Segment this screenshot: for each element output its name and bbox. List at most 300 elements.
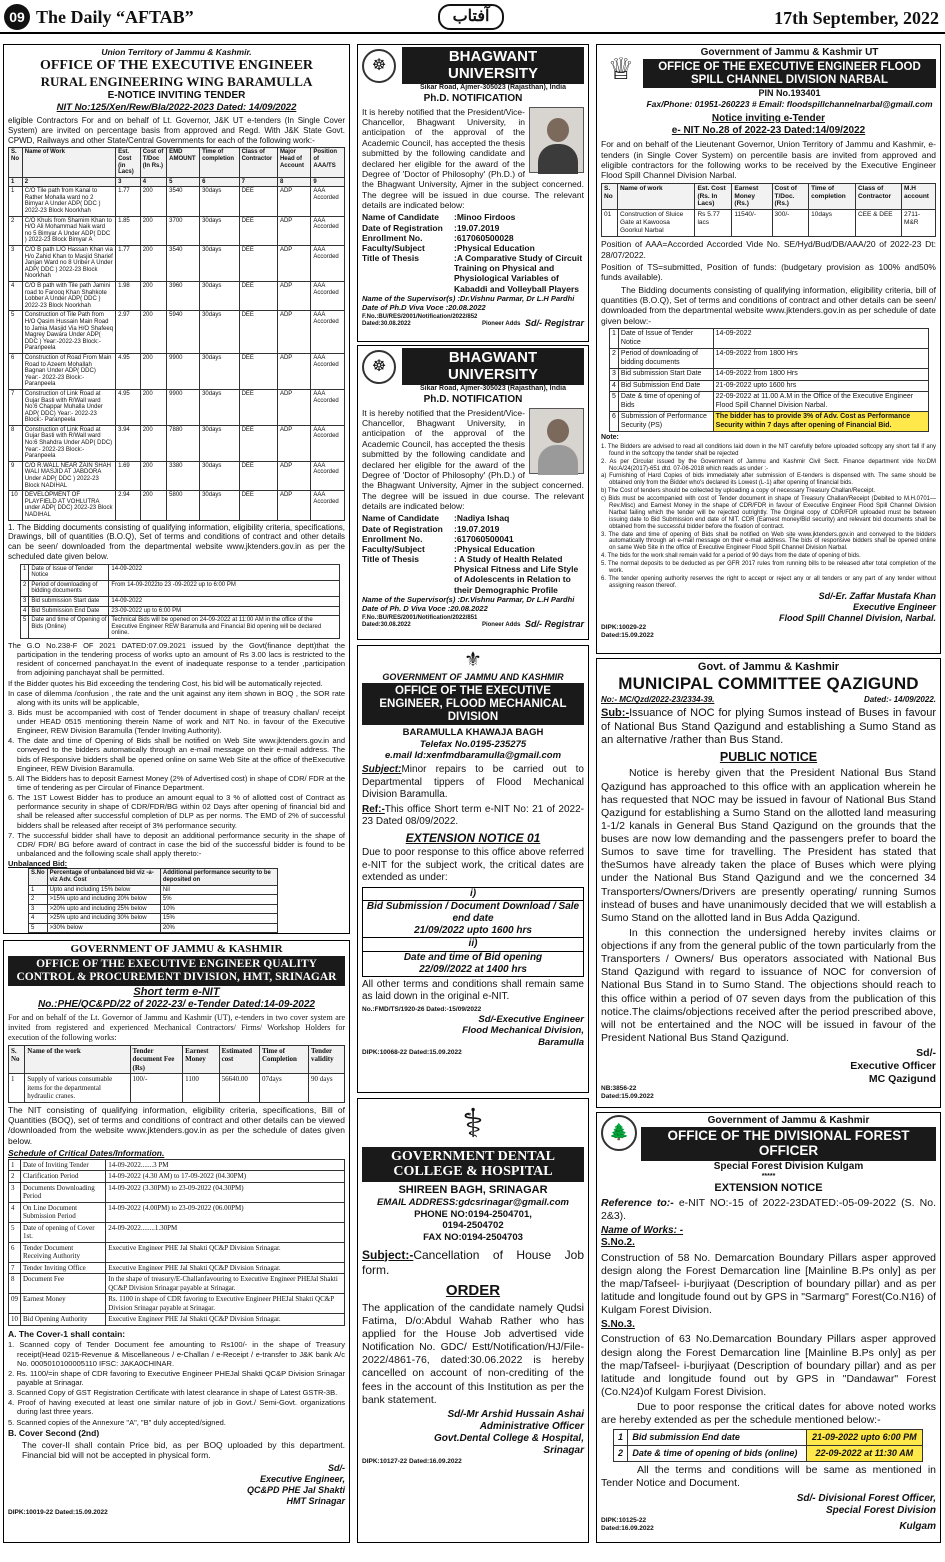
bid-opening-date: 22/09//2022 at 1400 hrs xyxy=(419,963,527,975)
table-cell: DEE xyxy=(239,389,277,425)
schedule-row xyxy=(21,580,340,596)
column-header: Name of the work xyxy=(25,1045,130,1074)
table-cell: AAA Accorded xyxy=(311,282,345,311)
detail-row xyxy=(362,524,584,534)
note-item: 3. The date and time of opening of Bids shall be notified on Web site www.jktenders.gov.in and conveyed to the bidders automatically through an e-mail message on their e-mail address. The bids of responsive bidders shall be opened online on same Web Site in the office of Executive Engineer Flood Spill Channel Division Narbal. xyxy=(601,531,936,552)
schedule-cell: 14-09-2022 from 1800 Hrs xyxy=(713,349,928,369)
schedule-cell: Bid Opening Authority xyxy=(21,1314,106,1326)
bullet-item: If the Bidder quotes his Bid exceeding the tendering Cost, his bid will be automatically rejected. xyxy=(8,678,323,688)
subject-label: Subject:- xyxy=(362,1247,414,1262)
agency: Pioneer Adds xyxy=(481,622,521,629)
note-item: 4. The bids for the work shall remain valid for a period of 90 days from the date of opening of bids. xyxy=(601,553,861,560)
table-cell: ADP xyxy=(277,389,310,425)
schedule-row xyxy=(21,596,340,606)
table-cell: 200 xyxy=(140,282,166,311)
table-cell: 7 xyxy=(9,389,23,425)
detail-value: :19.07.2019 xyxy=(454,523,500,534)
detail-value: :19.07.2019 xyxy=(454,222,500,233)
column-header: Earnest Money xyxy=(183,1045,220,1074)
scale-cell: 3 xyxy=(29,904,48,914)
table-cell: 1.85 xyxy=(116,216,141,245)
table-cell: 200 xyxy=(140,187,166,216)
schedule-cell: 4 xyxy=(21,606,29,616)
detail-row xyxy=(362,223,584,233)
bhagwant-university-notice-1 xyxy=(357,44,589,342)
table-cell: 4 xyxy=(9,282,23,311)
schedule-cell: 14-09-2022 (4.00PM) to 23-09-2022 (06.00PM) xyxy=(106,1202,345,1222)
university-name: BHAGWANT UNIVERSITY xyxy=(402,348,584,385)
ref-text: This office Short term e-NIT No: 21 of 2022-23 Dated 08/09/2022. xyxy=(362,803,584,828)
table-cell: 2711-M&R xyxy=(902,210,936,237)
column-number: 3 xyxy=(116,177,141,187)
bullet-item: The G.O No.238-F OF 2021 DATED:07.09.2021 issued by the Govt(finance deptt)that the participation in the tendering process of works upto an amount of Rs 3.00 lacs is restricted to the resident of concerned panchayat.In the event of inadequate response to a tender ,participation from adjoining panchayat shall be permitted. xyxy=(8,640,345,678)
table-cell: 30days xyxy=(200,461,239,490)
column-header: Cost of T/Doc (In Rs.) xyxy=(140,148,166,177)
table-cell: C/O R.WALL NEAR ZAIN SHAH WALI MASJID AT JABDORA Under ADP( DDC ) 2022-23 Block NADIHAL xyxy=(22,461,115,490)
note-item: 5. The normal deposits to be deducted as per GFR 2017 rules from running bills to be released after total completion of the work. xyxy=(601,561,936,574)
detail-value: :Minoo Firdoos xyxy=(454,212,516,223)
university-address: Sikar Road, Ajmer-305023 (Rajasthan), India xyxy=(419,385,566,392)
nit-info-text: The NIT consisting of qualifying information, eligibility criteria, specifications, Bill of Quantities (BOQ), set of terms and conditions of contract and other details can be viewed /downloaded from the website www.jktenders.gov.in as per the schedule of dates given below. xyxy=(8,1104,345,1146)
candidate-photo xyxy=(529,408,584,474)
scale-row xyxy=(29,885,278,895)
table-row xyxy=(602,210,936,237)
scale-row xyxy=(29,914,278,924)
govt-line: GOVERNMENT OF JAMMU & KASHMIR xyxy=(70,943,283,955)
nit-number: e- NIT No.28 of 2022-23 Dated:14/09/2022 xyxy=(671,124,866,136)
cover2-text: The cover-II shall contain Price bid, as per BOQ uploaded by this department. Financial bid will not be accepted in physical form. xyxy=(22,1440,345,1461)
dental-college-ad xyxy=(357,1098,589,1543)
table-cell: AAA Accorded xyxy=(311,461,345,490)
order-number: No.:FMD/TS/1920-26 Dated:-15/09/2022 xyxy=(362,1005,482,1013)
fax: FAX NO:0194-2504703 xyxy=(423,1231,523,1243)
short-term-label: Short term e-NIT xyxy=(133,985,220,998)
schedule-row xyxy=(610,349,929,369)
column-header: EMD AMOUNT xyxy=(167,148,200,177)
column-header: S. No xyxy=(9,148,23,177)
bullet-item: In case of dilemma /confusion , the rate and the unit against any item shown in BOQ , the SOR rate along with its units will be applicable, xyxy=(8,688,345,707)
bidding-docs-text: The Bidding documents consisting of qualifying information, eligibility criteria, bill of quantities (B.O.Q), Set of terms and conditions of contract and other details can be seen/ downloaded from the departmental website www.jktenders.gov.in as per schedule of date given below:- xyxy=(601,284,936,326)
sign-3: QC&PD PHE Jal Shakti xyxy=(246,1484,345,1495)
column-number: 9 xyxy=(311,177,345,187)
schedule-cell: 5 xyxy=(610,392,619,412)
column-header: S. No xyxy=(9,1045,25,1074)
office-band: OFFICE OF THE DIVISIONAL FOREST OFFICER xyxy=(641,1127,936,1161)
works-table xyxy=(8,147,345,520)
ts-position: Position of TS=submitted, Position of funds: (budgetary provision as 100% and50% funds available). xyxy=(601,261,936,283)
schedule-cell: 4 xyxy=(610,380,619,392)
notification-text: It is hereby notified that the President/Vice-Chancellor, Bhagwant University, in anticipation of the approval of the Academic Council, has accepted the thesis submitted by the following candidate and declared her eligible for the award of the Degree of 'Doctor of Philosophy' (Ph.D.) of the Bhagwant University, Ajmer in the subject concerned. The degree will be issued in due course. The relevant details are indicated below: xyxy=(362,407,584,511)
schedule-cell: 22-09-2022 at 11:30 AM xyxy=(806,1446,922,1462)
sign-3: MC Qazigund xyxy=(868,1072,936,1085)
schedule-cell: 09 xyxy=(9,1294,21,1314)
cover1-item: 5. Scanned copies of the Annexure "A", "B" duly accepted/signed. xyxy=(8,1417,226,1427)
sign-4: HMT Srinagar xyxy=(286,1495,345,1506)
schedule-cell: 3 xyxy=(9,1182,21,1202)
table-cell: 200 xyxy=(140,246,166,282)
table-cell: 10 xyxy=(9,491,23,520)
schedule-cell: 14-09-2022 (4.30 AM) to 17-09-2022 (04.30PM) xyxy=(106,1171,345,1183)
registrar-sign: Sd/- Registrar xyxy=(524,317,584,328)
page-number: 09 xyxy=(4,4,30,30)
schedule-cell: 21-09-2022 upto 1600 hrs xyxy=(713,380,928,392)
column-header: Position of AAA/TS xyxy=(311,148,345,177)
order-number: No:- MC/Qzd/2022-23/2334-39. xyxy=(601,695,715,705)
schedule-cell: 23-09-2022 up to 6:00 PM xyxy=(109,606,340,616)
schedule-cell: From 14-09-2022to 23 -09-2022 up to 6:00 PM xyxy=(109,580,340,596)
schedule-row xyxy=(9,1274,345,1294)
works-table xyxy=(8,1045,345,1103)
column-header: M.H account xyxy=(902,183,936,210)
extension-text: Due to poor response the critical dates for above noted works are hereby extended as per the schedule mentioned below:- xyxy=(601,1401,936,1427)
schedule-cell: Submission of Performance Security (PS) xyxy=(618,412,713,432)
sign-2: Administrative Officer xyxy=(479,1420,584,1432)
note-item: c) Bids must be accompanied with cost of Tender document in shape of Treasury Challan/Receipt (Debited to M.H.0701—Rev.Misc) and Earnest Money in the shape of CDR/FDR in favour of Executive Engineer Flood Spill Channel Division Narbal failing which the tender will be rejected outrightly. The Original copy of CDR/FDR uploaded must be between issuing date to Bid Submission end date of NIT. CDR (Earnest money/Bid security) and relevant bid documents shall be obtained from the successful bidder before the fixation of contract. xyxy=(601,496,936,530)
terms-text: All the terms and conditions will be same as mentioned in Tender Notice and Document. xyxy=(601,1464,936,1490)
schedule-cell: Period of downloading of bidding documents xyxy=(618,349,713,369)
dipk-date: Dated:15.09.2022 xyxy=(601,631,654,639)
table-cell: 56640.00 xyxy=(219,1074,259,1103)
sign-1: Sd/-Executive Engineer xyxy=(478,1013,584,1025)
table-cell: 10days xyxy=(809,210,856,237)
sign-1: Sd/-Mr Arshid Hussain Ashai xyxy=(447,1408,584,1420)
note-item: a) Furnishing of Hard Copies of bids immediately after submission of E-tenders is dispensed with. The same should be obtained only from the Bidder who's declared its Lowest (L-1) after opening of financial bids. xyxy=(601,473,936,487)
subject-text: Issuance of NOC for plying Sumos instead of Buses in favour of National Bus Stand Qazigund and establishing a Sumo Stand as an alternative /rather than Bus Stand. xyxy=(601,706,936,747)
column-header: Additional performance security to be deposited on xyxy=(160,869,277,885)
table-cell: 5 xyxy=(9,311,23,354)
schedule-cell: Bid Submission End Date xyxy=(29,606,109,616)
schedule-cell: Executive Engineer PHE Jal Shakti QC&P Division Srinagar. xyxy=(106,1262,345,1274)
scale-cell: 20% xyxy=(160,923,277,933)
table-cell: DEVELOPMENT OF PLAYFIELD AT VOHLUTRA under ADP( DDC) 2022-23 Block NADIHAL xyxy=(22,491,115,520)
column-header: Estimated cost xyxy=(219,1045,259,1074)
sign-4: Srinagar xyxy=(543,1445,584,1457)
table-row xyxy=(9,353,345,389)
table-cell: 200 xyxy=(140,311,166,354)
schedule-row xyxy=(9,1294,345,1314)
column-number: 4 xyxy=(140,177,166,187)
table-cell: ADP xyxy=(277,246,310,282)
table-cell: 3700 xyxy=(167,216,200,245)
dipk: DIPK:10029-22 xyxy=(601,623,647,631)
telefax: Telefax No.0195-235275 xyxy=(419,738,527,750)
schedule-cell: Bid submission End date xyxy=(628,1430,806,1446)
table-cell: 300/- xyxy=(772,210,809,237)
detail-label: Faculty/Subject xyxy=(362,543,425,554)
office-band: OFFICE OF THE EXECUTIVE ENGINEER FLOOD SPILL CHANNEL DIVISION NARBAL xyxy=(643,59,936,88)
table-cell: 2 xyxy=(9,216,23,245)
university-address: Sikar Road, Ajmer-305023 (Rajasthan), India xyxy=(419,84,566,91)
ref-date: Dated:30.08.2022 xyxy=(362,622,411,629)
schedule-cell: 1 xyxy=(614,1430,628,1446)
table-cell: AAA Accorded xyxy=(311,311,345,354)
forest-dept-emblem-icon: 🌲 xyxy=(601,1115,637,1151)
table-cell: DEE xyxy=(239,353,277,389)
detail-value: :Nadiya Ishaq xyxy=(454,513,510,524)
schedule-cell: 4 xyxy=(9,1202,21,1222)
table-cell: ADP xyxy=(277,425,310,461)
table-cell: AAA Accorded xyxy=(311,425,345,461)
table-row xyxy=(9,282,345,311)
govt-line: Govt. of Jammu & Kashmir xyxy=(697,661,840,673)
note-heading: Note: xyxy=(601,434,619,442)
table-cell: 200 xyxy=(140,353,166,389)
column-header: Cost of T/Doc. (Rs.) xyxy=(772,183,809,210)
table-cell: 8 xyxy=(9,425,23,461)
detail-value: :Physical Education xyxy=(454,242,535,253)
supervisor: Name of the Supervisor(s) :Dr.Vishnu Parmar, Dr L.H Pardhi xyxy=(362,293,575,303)
table-cell: 1.77 xyxy=(116,187,141,216)
condition-item: 3. Bids must be accompanied with cost of Tender document in shape of treasury challan/ receipt under HEAD 0515 mentioning therein Name of work and NIT No. in favour of the Executive Engineer, REW Division Baramulla (Tender Inviting Authority). xyxy=(8,707,345,736)
fax-email: Fax/Phone: 01951-260223 # Email: floodspillchannelnarbal@gmail.com xyxy=(646,99,933,110)
sno2-text: Construction of 58 No. Demarcation Boundary Pillars asper approved design along the Forest Demarcation line [Mainline B.Ps only] as per the map/Tafseel- i-burjiyaat (Description of boundary pillar) and as per latitude and longitude found out by GPS in "Sarmarg" Forest(Co.N16) of Kulgam Forest Division. xyxy=(601,1251,936,1317)
column-header: Name of Work xyxy=(22,148,115,177)
schedule-cell: 6 xyxy=(9,1242,21,1262)
table-cell: 200 xyxy=(140,389,166,425)
table-cell: 9 xyxy=(9,461,23,490)
ut-line: Union Territory of Jammu & Kashmir. xyxy=(101,47,252,57)
schedule-row xyxy=(9,1202,345,1222)
table-cell: 3 xyxy=(9,246,23,282)
schedule-cell: 21-09-2022 upto 6:00 PM xyxy=(806,1430,922,1446)
stars-divider: ***** xyxy=(761,1173,776,1181)
detail-value: :Physical Education xyxy=(454,543,535,554)
sno2-label: S.No.2. xyxy=(601,1237,635,1249)
scale-cell: 1 xyxy=(29,885,48,895)
table-cell: 7880 xyxy=(167,425,200,461)
schedule-cell: Clarification Period xyxy=(21,1171,106,1183)
table-cell: AAA Accorded xyxy=(311,216,345,245)
schedule-table xyxy=(8,1159,345,1327)
schedule-cell: Date and time of Opening of Bids (Online) xyxy=(29,616,109,639)
office-subtitle: RURAL ENGINEERING WING BARAMULLA xyxy=(40,74,313,90)
column-number: 6 xyxy=(200,177,239,187)
condition-item: 5. All The Bidders has to deposit Earnest Money (2% of Advertised cost) in shape of CDR/ FDR at the time of tendering as per Circular of Finance Department. xyxy=(8,773,345,793)
extension-text: Due to poor response to this office above referred e-NIT for the subject work, the critical dates are extended as under: xyxy=(362,847,584,884)
phone-1: PHONE NO:0194-2504701, xyxy=(414,1208,532,1220)
schedule-row xyxy=(9,1171,345,1183)
schedule-cell: 5 xyxy=(21,616,29,639)
table-cell: 3960 xyxy=(167,282,200,311)
unbalanced-scale-table xyxy=(28,868,278,933)
column-header: Class of Contractor xyxy=(855,183,901,210)
detail-row xyxy=(362,233,584,243)
scale-cell: >30% below xyxy=(47,923,160,933)
schedule-cell: 1 xyxy=(610,329,619,349)
sno3-label: S.No.3. xyxy=(601,1319,635,1331)
schedule-cell: In the shape of treasury/E-Challanfavouring to Executive Engineer PHEJal Shakti QC&P Division Srinagar payable at Srinagar. xyxy=(106,1274,345,1294)
notification-text: It is hereby notified that the President/Vice-Chancellor, Bhagwant University, in anticipation of the approval of the Academic Council, has accepted the thesis submitted by the following candidate and declared her eligible for the award of the Degree of 'Doctor of Philosophy' (Ph.D.) of the Bhagwant University, Ajmer in the subject concerned. The degree will be issued in due course. The relevant details are indicated below: xyxy=(362,106,584,210)
condition-item: 4. The date and time of Opening of Bids shall be notified on Web Site www.jktenders.gov.in and conveyed to the bidders automatically through an e-mail message on their e-mail address. The bids of Responsive bidders shall be opened online on same Web Site at the office of theExecutive Engineer, REW Division Baramulla. xyxy=(8,736,345,773)
schedule-cell: 10 xyxy=(9,1314,21,1326)
note-item: 6. The tender opening authority reserves the right to accept or reject any or all tenders or any part of any tender without assigning reason thereof. xyxy=(601,575,936,589)
notice-title: Notice inviting e-Tender xyxy=(711,112,826,124)
box-label-ii: ii) xyxy=(363,938,583,951)
column-number: 1 xyxy=(9,177,23,187)
sign-1: Sd/- Divisional Forest Officer, xyxy=(796,1492,936,1504)
column-header: S.No xyxy=(29,869,48,885)
sno3-text: Construction of 63 No.Demarcation Boundary Pillars asper approved design along the Forest Demarcation line [Mainline B.Ps only] as per the map/Tafseel- i-burjiyaat (Description of boundary pillar) and as per latitude and longitude found out by GPS in "Dandawar" Forest (Co.N24)of Kulgam Forest Division. xyxy=(601,1333,936,1398)
condition-item: 6. The 1ST Lowest Bidder has to produce an amount equal to 3 % of allotted cost of Contract as performance security in shape of CDR/FDR/BG within 02 Days after opening of financial bid and shall be released after successful completion of DLP as per norms. The EMD of 2% of successful bidders shall be released after receipt of 3% performance security. xyxy=(8,793,345,830)
schedule-cell: Rs. 1100 in shape of CDR favoring to Executive Engineer PHEJal Shakti QC&P Division Srinagar payable at Srinagar. xyxy=(106,1294,345,1314)
table-cell: 2.97 xyxy=(116,311,141,354)
candidate-photo xyxy=(529,107,584,173)
cover1-item: 3. Scanned Copy of GST Registration Certificate with latest clearance in shape of Latest GSTR-3B. xyxy=(8,1388,338,1398)
schedule-row xyxy=(9,1314,345,1326)
nit-number: NIT No:125/Xen/Rew/Bla/2022-2023 Dated: 14/09/2022 xyxy=(56,102,297,114)
schedule-cell: 3 xyxy=(610,369,619,381)
sign-2: Flood Mechanical Division, xyxy=(462,1025,584,1037)
scale-cell: >20% upto and including 25% below xyxy=(47,904,160,914)
note-item: b) The Cost of tenders should be collected by uploading a copy of necessary Treasury Challan/Receipt. xyxy=(601,488,876,495)
table-cell: ADP xyxy=(277,461,310,490)
schedule-row xyxy=(9,1242,345,1262)
sign-1: Sd/- xyxy=(328,1462,345,1473)
sign-1: Sd/-Er. Zaffar Mustafa Khan xyxy=(818,590,936,601)
schedule-cell: On Line Document Submission Period xyxy=(21,1202,106,1222)
schedule-table xyxy=(20,564,340,639)
table-cell: 6 xyxy=(9,353,23,389)
table-cell: 1.98 xyxy=(116,282,141,311)
table-cell: 9900 xyxy=(167,389,200,425)
table-row xyxy=(9,491,345,520)
table-row xyxy=(9,311,345,354)
schedule-cell: 2 xyxy=(9,1171,21,1183)
column-number: 5 xyxy=(167,177,200,187)
scale-row xyxy=(29,904,278,914)
table-row xyxy=(9,187,345,216)
table-row xyxy=(9,1074,345,1103)
column-header: Time of completion xyxy=(809,183,856,210)
schedule-cell: Executive Engineer PHE Jal Shakti QC&P Division Srinagar. xyxy=(106,1314,345,1326)
phone-2: 0194-2504702 xyxy=(442,1220,504,1232)
registrar-sign: Sd/- Registrar xyxy=(524,618,584,629)
schedule-cell: Tender Inviting Office xyxy=(21,1262,106,1274)
table-cell: 30days xyxy=(200,311,239,354)
jk-emblem-icon: ⚜ xyxy=(464,649,482,671)
schedule-cell: 24-09-2022........1.30PM xyxy=(106,1222,345,1242)
reference-text: e-NIT NO:-15 of 2022-23DATED:-05-09-2022 (S. No. 2&3). xyxy=(601,1197,936,1223)
table-cell: Construction of Link Road at Gujar Basti with R/Wall ward No:6 Shahdra Under ADP( DDC) Year:- 2022-23 Block:- Paranpeela xyxy=(22,425,115,461)
table-cell: C/O B path with Tile path Jamini road to Farooq Khan Shahkote Lobber A Under ADP( DDC ) 2022-23 Block Noorkhah xyxy=(22,282,115,311)
table-cell: 3380 xyxy=(167,461,200,490)
detail-label: Enrollment No. xyxy=(362,232,423,243)
column-header: Tender validity xyxy=(309,1045,345,1074)
table-row xyxy=(9,425,345,461)
forest-officer-ad xyxy=(596,1112,941,1543)
email: e.mail Id:xenfmdbaramulla@gmail.com xyxy=(384,750,562,762)
ref-label: Ref:- xyxy=(362,803,385,815)
table-cell: 3540 xyxy=(167,187,200,216)
cover1-heading: A. The Cover-1 shall contain: xyxy=(8,1329,126,1340)
table-cell: 30days xyxy=(200,216,239,245)
table-cell: 30days xyxy=(200,389,239,425)
table-cell: ADP xyxy=(277,282,310,311)
schedule-title: Schedule of Critical Dates/Information. xyxy=(8,1148,165,1159)
schedule-cell: 14-09-2022 (3.30PM) to 23-09-2022 (04.30PM) xyxy=(106,1182,345,1202)
schedule-cell: Bid Submission End Date xyxy=(618,380,713,392)
sign-1: Sd/- xyxy=(916,1047,936,1060)
table-cell: Construction of Tile Path from H/O Qasim Hussain Main Road to Jamia Masjid Via H/O Shafeeq Magrey Dawara Under ADP( DDC ) Year:-2022-23 Block:- Paranpeela xyxy=(22,311,115,354)
notice-para-1: Notice is hereby given that the President National Bus Stand Qazigund has approached to this office with an application wherein he has requested that NOC may be issued in favour of National Bus Stand Qazigund for establishing a Sumo Stand on the allotted land measuring 1-1/2 kanals in General Bus Stand Qazigund on the grounds that the buses are now low demanding and the passengers prefer to board the Sumos to save time for travelling. The President has stated that theSumos have already taken the place of Buses which were plying under the National Bus Stand Qazigund and we the concerned 34 Transporters/Owners/Drivers are presently operating/ running Sumos instead of buses and have unanimously decided that we will establish a Sumo Stand on the allotted land in Bus Adda Qazigund. xyxy=(601,767,936,924)
table-row xyxy=(9,246,345,282)
column-header: Time of Completion xyxy=(259,1045,308,1074)
detail-row xyxy=(362,243,584,253)
schedule-cell: Date of opening of Cover 1st. xyxy=(21,1222,106,1242)
schedule-cell: Tender Document Receiving Authority xyxy=(21,1242,106,1262)
flood-spill-channel-ad xyxy=(596,44,941,654)
schedule-row xyxy=(610,380,929,392)
scale-cell: 5 xyxy=(29,923,48,933)
scale-cell: 2 xyxy=(29,895,48,905)
schedule-cell: Date & time of opening of bids (online) xyxy=(628,1446,806,1462)
university-emblem-icon: ☸ xyxy=(362,49,396,83)
table-cell: ADP xyxy=(277,353,310,389)
college-email: EMAIL ADDRESS:gdcsrinagar@gmail.com xyxy=(377,1197,569,1209)
ashoka-emblem-icon: ♕ xyxy=(607,53,635,86)
note-item: 2. As per Circular issued by the Government of Jammu and Kashmir Civil Sectt. Finance department vide No:DM No:A/24(2017)-651 dtd. 07-06-2018 which reads as under :- xyxy=(601,458,936,472)
schedule-row xyxy=(9,1262,345,1274)
schedule-cell: Bid submission Start date xyxy=(29,596,109,606)
table-cell: Rs 5.77 lacs xyxy=(695,210,732,237)
schedule-cell: 2 xyxy=(21,580,29,596)
ref-number: F.No.:BU/RES/2001/Notification/2022/851 xyxy=(362,615,478,622)
detail-label: Title of Thesis xyxy=(362,253,419,264)
university-emblem-icon: ☸ xyxy=(362,350,396,384)
schedule-cell: 7 xyxy=(9,1262,21,1274)
table-cell: C/O B path L/O Hassan Khan via H/o Zahid Khan to Masjid Sharief Janjan Ward no 8 Uriber A Under ADP( DDC ) 2022-23 Block Noorkhah xyxy=(22,246,115,282)
govt-line: GOVERNMENT OF JAMMU AND KASHMIR xyxy=(382,672,564,683)
scale-cell: >25% upto and including 30% below xyxy=(47,914,160,924)
table-cell: 30days xyxy=(200,425,239,461)
extension-title: EXTENSION NOTICE 01 xyxy=(405,830,541,845)
scale-cell: Upto and including 15% below xyxy=(47,885,160,895)
intro-text: For and on behalf of the Lt. Governor of Jammu and Kashmir (UT), e-tenders in two cover system are invited from registered and experienced Mechanical Contractors/ Firms/ Workshop Holders for execution of the following works: xyxy=(8,1013,345,1042)
table-cell: 9900 xyxy=(167,353,200,389)
detail-value: : A Study of Health Related Physical Fitness and Life Style of Adolescents in Relation to their Demographic Profile xyxy=(454,554,579,595)
notice-type: E-NOTICE INVITING TENDER xyxy=(107,90,246,102)
schedule-cell: 8 xyxy=(9,1274,21,1294)
schedule-cell: 14-09-2022 xyxy=(109,564,340,580)
table-cell: 11540/- xyxy=(732,210,772,237)
dipk: DIPK:10068-22 Dated:15.09.2022 xyxy=(362,1048,462,1056)
detail-label: Date of Registration xyxy=(362,523,443,534)
table-cell: DEE xyxy=(239,311,277,354)
detail-row xyxy=(362,554,584,595)
table-row xyxy=(9,216,345,245)
dipk: DIPK:10125-22 xyxy=(601,1516,647,1524)
sign-2: Executive Engineer xyxy=(852,601,936,612)
rew-baramulla-ad xyxy=(3,44,350,934)
schedule-cell: Bid submission Start Date xyxy=(618,369,713,381)
table-cell: 90 days xyxy=(309,1074,345,1103)
ref-date: Dated:30.08.2022 xyxy=(362,321,411,328)
bhagwant-university-notice-2 xyxy=(357,345,589,640)
university-name: BHAGWANT UNIVERSITY xyxy=(402,47,584,84)
scale-cell: 4 xyxy=(29,914,48,924)
table-cell: Construction of Road From Main Road to Azeem Mohallah Bagnan Under ADP( DDC) Year:- 2022-23 Block:- Paranpeela xyxy=(22,353,115,389)
cover1-item: 4. Proof of having executed at least one similar nature of job in Govt./ Semi-Govt. organizations during last three years. xyxy=(8,1398,345,1417)
cover1-item: 1. Scanned copy of Tender Document fee amounting to Rs100/- in the shape of Treasury receipt(Head 0215-Revenue & Miscellaneous / e-Challan / e-Receipt / e-transfer to J&K bank A/c No. 0005010100005110 IFSC: JAKA0CHINAR. xyxy=(8,1340,345,1368)
schedule-row xyxy=(610,369,929,381)
table-cell: AAA Accorded xyxy=(311,246,345,282)
notice-para-2: In this connection the undersigned hereby invites claims or objections if any from the general public of the town particularly from the Transporters / Owners/ Bus operators associated with National Bus Stand Qazigund with regard to issuance of NOC for conversion of National Bus Stand in to Sumo Stand. The objections should reach to this office within a period of 07 seven days from the publication of this notice.The claims/objections received after the period prescribed above, will not be entertained and the NOC will be issued in favour of the President National Bus Stand Qazigund. xyxy=(601,926,936,1044)
table-cell: ADP xyxy=(277,187,310,216)
paper-name: The Daily “AFTAB” xyxy=(36,7,194,27)
table-cell: DEE xyxy=(239,425,277,461)
table-cell: ADP xyxy=(277,311,310,354)
detail-row xyxy=(362,513,584,523)
